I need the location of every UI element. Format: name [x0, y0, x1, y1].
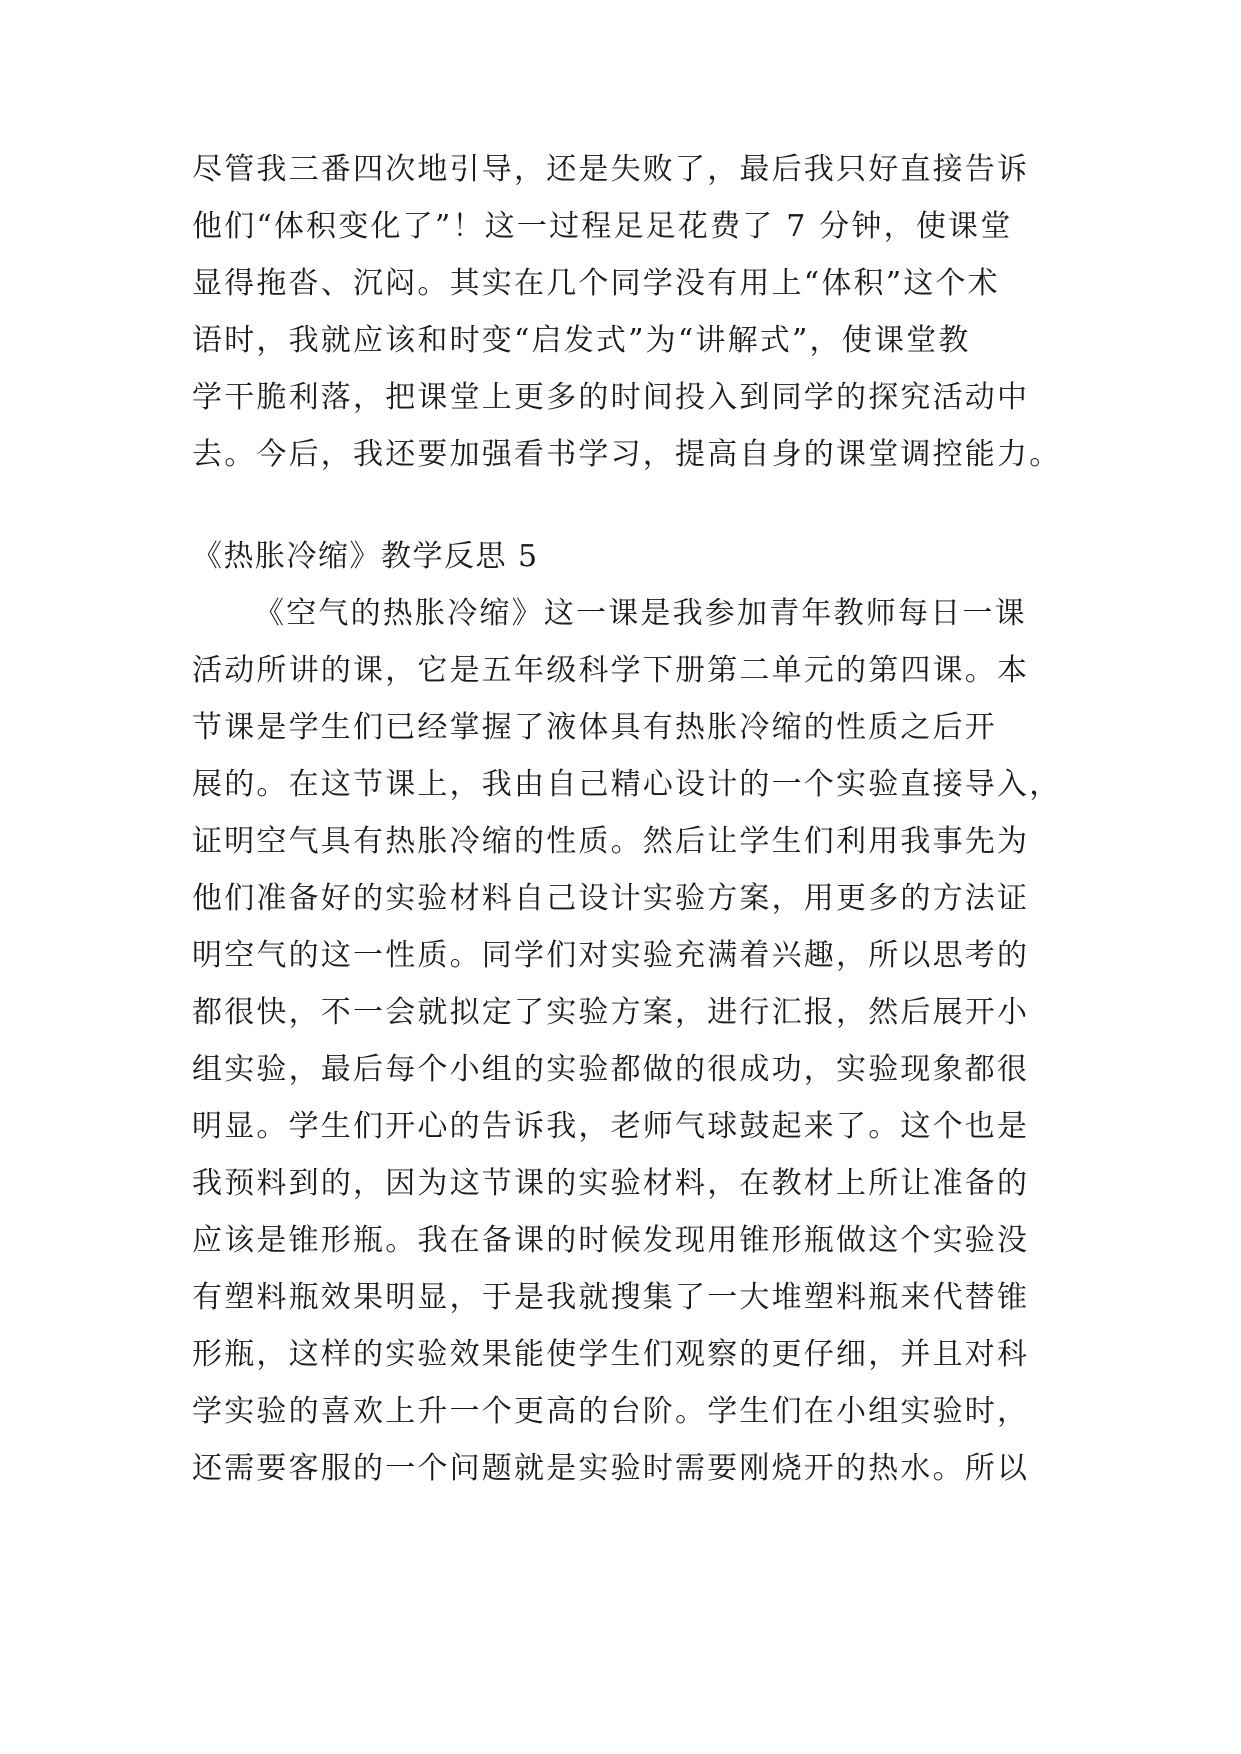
paragraph-line: 有塑料瓶效果明显，于是我就搜集了一大堆塑料瓶来代替锥: [192, 1280, 1030, 1315]
paragraph-line: 节课是学生们已经掌握了液体具有热胀冷缩的性质之后开: [192, 710, 997, 745]
section-heading: 《热胀冷缩》教学反思 5: [192, 539, 539, 574]
paragraph-line: 显得拖沓、沉闷。其实在几个同学没有用上“体积”这个术: [192, 266, 1000, 301]
paragraph-line: 展的。在这节课上，我由自己精心设计的一个实验直接导入，: [192, 767, 1062, 802]
paragraph-line: 我预料到的，因为这节课的实验材料，在教材上所让准备的: [192, 1166, 1030, 1201]
paragraph-line: 学实验的喜欢上升一个更高的台阶。学生们在小组实验时，: [192, 1394, 1030, 1429]
paragraph-line: 语时，我就应该和时变“启发式”为“讲解式”，使课堂教: [192, 323, 971, 358]
paragraph-line: 组实验，最后每个小组的实验都做的很成功，实验现象都很: [192, 1052, 1030, 1087]
paragraph-line: 学干脆利落，把课堂上更多的时间投入到同学的探究活动中: [192, 380, 1030, 415]
paragraph-line: 他们“体积变化了”！这一过程足足花费了 7 分钟，使课堂: [192, 209, 1013, 244]
paragraph-line: 应该是锥形瓶。我在备课的时候发现用锥形瓶做这个实验没: [192, 1223, 1030, 1258]
paragraph-line: 明空气的这一性质。同学们对实验充满着兴趣，所以思考的: [192, 938, 1030, 973]
paragraph-line: 都很快，不一会就拟定了实验方案，进行汇报，然后展开小: [192, 995, 1030, 1030]
paragraph-line: 证明空气具有热胀冷缩的性质。然后让学生们利用我事先为: [192, 824, 1030, 859]
paragraph-line: 明显。学生们开心的告诉我，老师气球鼓起来了。这个也是: [192, 1109, 1030, 1144]
paragraph-line: 去。今后，我还要加强看书学习，提高自身的课堂调控能力。: [192, 437, 1062, 472]
paragraph-line: 尽管我三番四次地引导，还是失败了，最后我只好直接告诉: [192, 152, 1030, 187]
paragraph-line: 活动所讲的课，它是五年级科学下册第二单元的第四课。本: [192, 653, 1030, 688]
paragraph-line: 他们准备好的实验材料自己设计实验方案，用更多的方法证: [192, 881, 1030, 916]
paragraph-line: 形瓶，这样的实验效果能使学生们观察的更仔细，并且对科: [192, 1337, 1030, 1372]
paragraph-line: 还需要客服的一个问题就是实验时需要刚烧开的热水。所以: [192, 1451, 1030, 1486]
paragraph-line: 《空气的热胀冷缩》这一课是我参加青年教师每日一课: [254, 596, 1027, 631]
